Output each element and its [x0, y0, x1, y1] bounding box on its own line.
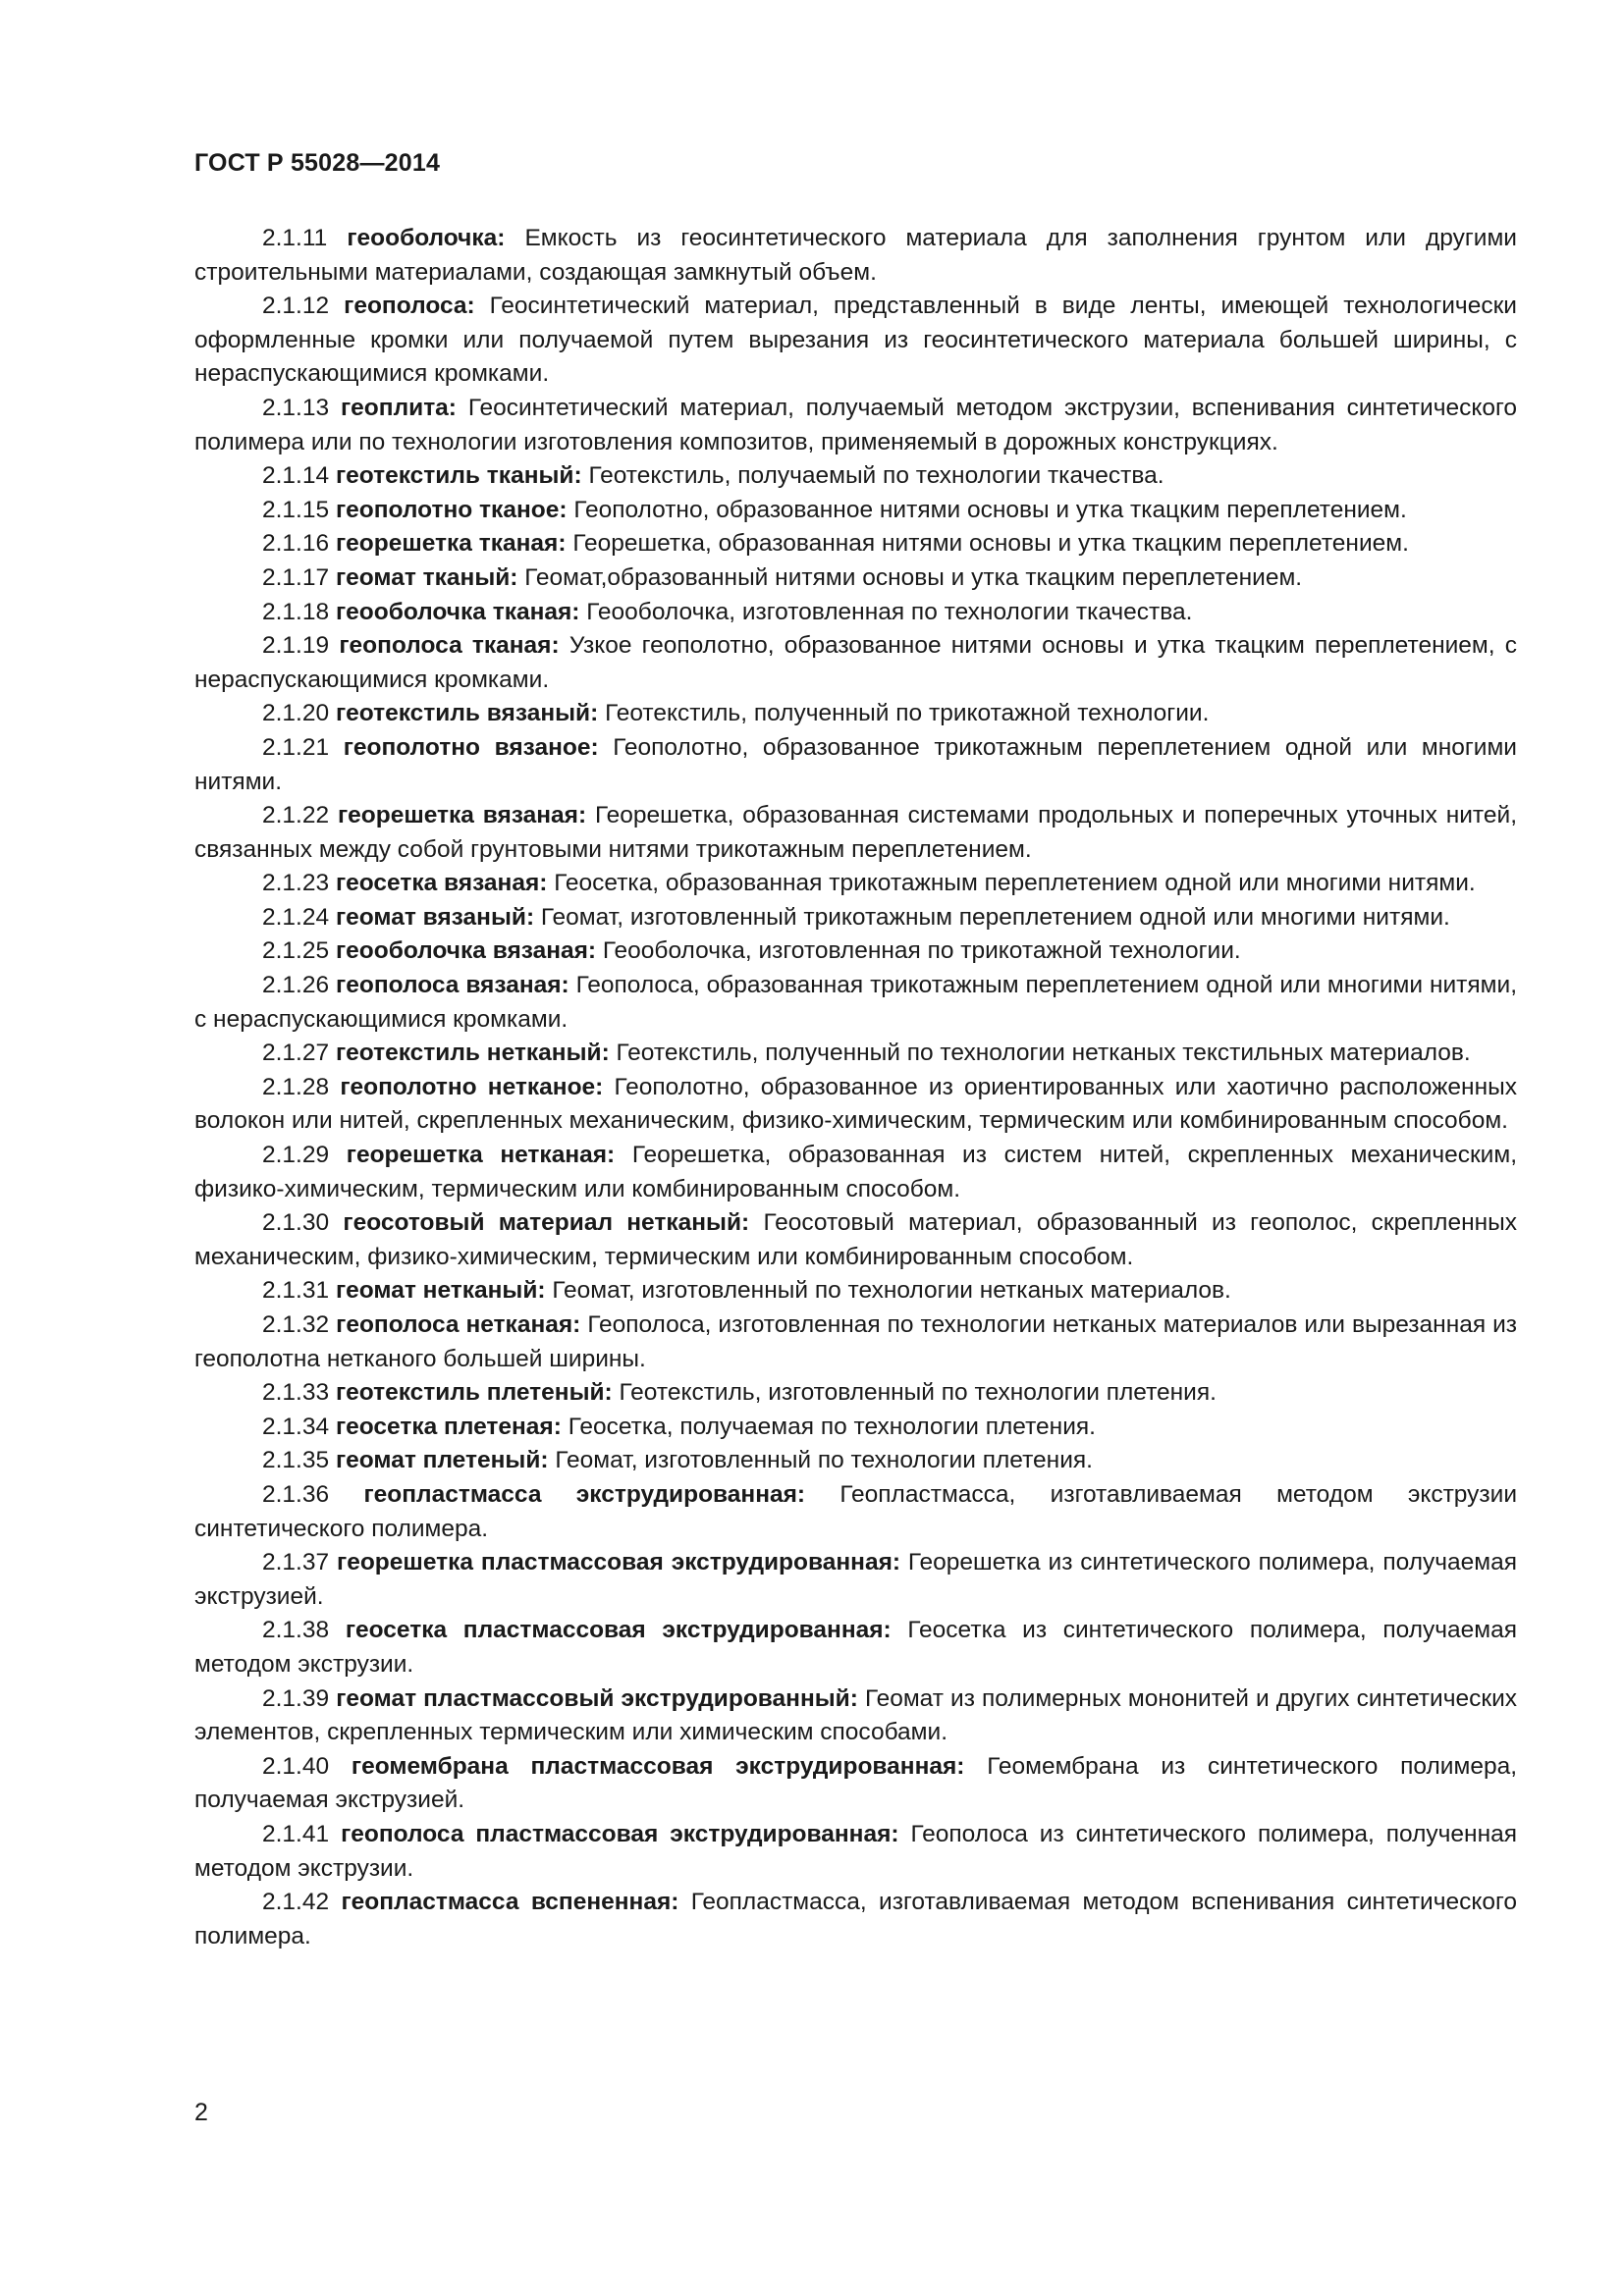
entry-term: геосетка пластмассовая экструдированная:: [345, 1617, 892, 1644]
entry-definition: Геооболочка, изготовленная по технологии ткачества.: [586, 598, 1193, 625]
entry-term: геомат вязаный:: [335, 903, 535, 931]
definition-entry: [194, 1444, 1517, 1478]
definition-entry: [194, 1206, 1517, 1274]
definition-entry: [194, 1376, 1517, 1411]
definition-entry: [194, 392, 1517, 459]
entry-term: геополоса пластмассовая экструдированная:: [341, 1820, 899, 1847]
entry-definition: Геомат, изготовленный по технологии плетения.: [555, 1447, 1093, 1474]
entry-number: 2.1.24: [262, 903, 330, 931]
entry-definition: Геотекстиль, получаемый по технологии ткачества.: [588, 462, 1164, 490]
definition-entry: [194, 934, 1517, 969]
entry-definition: Геомат, изготовленный по технологии нетканых материалов.: [552, 1277, 1231, 1305]
entry-definition: Узкое геополотно, образованное нитями основы и утка ткацким переплетением, с нераспускающимися кромками.: [194, 632, 1517, 693]
page-number: 2: [194, 2099, 208, 2126]
entry-definition: Геомат,образованный нитями основы и утка ткацким переплетением.: [524, 563, 1303, 591]
entry-term: геотекстиль тканый:: [335, 462, 582, 490]
entry-number: 2.1.11: [262, 225, 328, 251]
definition-entry: [194, 1478, 1517, 1546]
definitions-list: [194, 222, 1517, 1953]
entry-term: геомат плетеный:: [335, 1447, 549, 1474]
definition-entry: [194, 799, 1517, 867]
entry-term: геоплита:: [340, 394, 457, 421]
entry-definition: Геомембрана из синтетического полимера, получаемая экструзией.: [194, 1752, 1517, 1814]
definition-entry: [194, 290, 1517, 392]
definition-entry: [194, 1546, 1517, 1614]
entry-number: 2.1.34: [262, 1413, 330, 1440]
definition-entry: [194, 1308, 1517, 1376]
definition-entry: [194, 629, 1517, 697]
entry-number: 2.1.17: [262, 563, 330, 591]
entry-term: геооболочка:: [347, 225, 506, 251]
entry-number: 2.1.20: [262, 700, 330, 727]
definition-entry: [194, 697, 1517, 731]
entry-number: 2.1.13: [262, 394, 330, 421]
entry-definition: Геомат из полимерных мононитей и других синтетических элементов, скрепленных термическим или химическим способами.: [194, 1684, 1518, 1746]
entry-term: геотекстиль нетканый:: [335, 1040, 610, 1067]
entry-definition: Геосинтетический материал, получаемый методом экструзии, вспенивания синтетического полимера или по технологии изготовления композитов, применяемый в дорожных конструкциях.: [194, 394, 1517, 455]
entry-definition: Геополоса из синтетического полимера, полученная методом экструзии.: [194, 1820, 1517, 1882]
entry-term: геомат пластмассовый экструдированный:: [336, 1684, 858, 1712]
entry-number: 2.1.14: [262, 462, 330, 490]
definition-entry: [194, 1886, 1517, 1953]
entry-definition: Геополоса, образованная трикотажным переплетением одной или многими нитями, с нераспускающимися кромками.: [194, 972, 1517, 1033]
entry-definition: Георешетка, образованная системами продольных и поперечных уточных нитей, связанных между собой грунтовыми нитями трикотажным переплетением.: [194, 802, 1517, 863]
entry-number: 2.1.19: [262, 632, 330, 660]
entry-number: 2.1.25: [262, 937, 330, 965]
definition-entry: [194, 494, 1517, 528]
entry-number: 2.1.18: [262, 598, 330, 625]
definition-entry: [194, 459, 1517, 494]
entry-definition: Геополоса, изготовленная по технологии нетканых материалов или вырезанная из геополотна нетканого большей ширины.: [194, 1311, 1517, 1372]
entry-definition: Геотекстиль, изготовленный по технологии плетения.: [619, 1379, 1217, 1407]
entry-definition: Геосетка, образованная трикотажным переплетением одной или многими нитями.: [554, 870, 1476, 897]
entry-definition: Геопластмасса, изготавливаемая методом экструзии синтетического полимера.: [194, 1480, 1518, 1542]
entry-term: георешетка пластмассовая экструдированная:: [337, 1549, 901, 1576]
entry-definition: Геотекстиль, полученный по технологии нетканых текстильных материалов.: [616, 1040, 1471, 1067]
definition-entry: [194, 901, 1517, 935]
entry-term: геосетка вязаная:: [335, 870, 548, 897]
entry-term: георешетка тканая:: [335, 530, 567, 558]
entry-number: 2.1.31: [262, 1277, 330, 1305]
definition-entry: [194, 731, 1517, 799]
document-code-header: ГОСТ Р 55028—2014: [194, 149, 441, 177]
entry-term: геополоса вязаная:: [336, 972, 569, 999]
entry-number: 2.1.33: [262, 1379, 330, 1407]
entry-definition: Георешетка, образованная нитями основы и утка ткацким переплетением.: [572, 530, 1409, 558]
entry-number: 2.1.15: [262, 496, 330, 523]
entry-number: 2.1.35: [262, 1447, 330, 1474]
entry-definition: Геосотовый материал, образованный из геополос, скрепленных механическим, физико-химическим, термическим или комбинированным способом.: [194, 1209, 1518, 1270]
entry-term: геополотно вязаное:: [343, 733, 599, 761]
entry-term: геополотно тканое:: [335, 496, 568, 523]
entry-definition: Геосетка, получаемая по технологии плетения.: [568, 1413, 1096, 1440]
entry-term: георешетка вязаная:: [337, 802, 587, 829]
entry-term: геопластмасса вспененная:: [341, 1889, 679, 1916]
entry-term: геооболочка тканая:: [335, 598, 580, 625]
definition-entry: [194, 867, 1517, 901]
entry-term: геополоса нетканая:: [336, 1311, 581, 1338]
entry-number: 2.1.16: [262, 530, 330, 558]
entry-term: геополоса:: [344, 293, 475, 320]
entry-term: геооболочка вязаная:: [335, 937, 597, 965]
entry-definition: Емкость из геосинтетического материала для заполнения грунтом или другими строительными материалами, создающая замкнутый объем.: [194, 225, 1517, 286]
entry-number: 2.1.23: [262, 870, 330, 897]
entry-definition: Геотекстиль, полученный по трикотажной технологии.: [605, 700, 1210, 727]
definition-entry: [194, 561, 1517, 596]
definition-entry: [194, 1818, 1517, 1886]
definition-entry: [194, 222, 1517, 290]
entry-term: геотекстиль плетеный:: [335, 1379, 613, 1407]
entry-number: 2.1.36: [262, 1480, 330, 1508]
entry-number: 2.1.29: [262, 1142, 330, 1169]
entry-definition: Геополотно, образованное трикотажным переплетением одной или многими нитями.: [194, 733, 1517, 795]
definition-entry: [194, 596, 1517, 630]
entry-term: геополоса тканая:: [339, 632, 560, 660]
entry-definition: Геомат, изготовленный трикотажным переплетением одной или многими нитями.: [540, 903, 1450, 931]
entry-definition: Геополотно, образованное нитями основы и утка ткацким переплетением.: [573, 496, 1407, 523]
entry-number: 2.1.12: [262, 293, 330, 320]
entry-number: 2.1.26: [262, 972, 330, 999]
definition-entry: [194, 1411, 1517, 1445]
entry-number: 2.1.22: [262, 802, 330, 829]
entry-definition: Геопластмасса, изготавливаемая методом вспенивания синтетического полимера.: [194, 1889, 1518, 1949]
entry-number: 2.1.40: [262, 1752, 330, 1780]
definition-entry: [194, 1037, 1517, 1071]
entry-term: геосетка плетеная:: [335, 1413, 562, 1440]
entry-number: 2.1.27: [262, 1040, 330, 1067]
entry-term: геосотовый материал нетканый:: [343, 1209, 750, 1237]
entry-number: 2.1.32: [262, 1311, 330, 1338]
definition-entry: [194, 1139, 1517, 1206]
definition-entry: [194, 1071, 1517, 1139]
entry-number: 2.1.41: [262, 1820, 330, 1847]
entry-definition: Геополотно, образованное из ориентированных или хаотично расположенных волокон или нитей, скрепленных механическим, физико-химическим, термическим или комбинированным способом.: [194, 1073, 1517, 1135]
entry-definition: Георешетка, образованная из систем нитей, скрепленных механическим, физико-химическим, термическим или комбинированным способом.: [194, 1142, 1518, 1202]
definition-entry: [194, 527, 1517, 561]
entry-term: георешетка нетканая:: [346, 1142, 616, 1169]
entry-term: геотекстиль вязаный:: [335, 700, 599, 727]
entry-definition: Геооболочка, изготовленная по трикотажной технологии.: [602, 937, 1241, 965]
entry-number: 2.1.30: [262, 1209, 330, 1237]
entry-number: 2.1.28: [262, 1073, 330, 1100]
entry-term: геополотно нетканое:: [340, 1073, 604, 1100]
definition-entry: [194, 1274, 1517, 1308]
entry-definition: Геосетка из синтетического полимера, получаемая методом экструзии.: [194, 1617, 1518, 1678]
entry-definition: Георешетка из синтетического полимера, получаемая экструзией.: [194, 1549, 1517, 1610]
entry-number: 2.1.38: [262, 1617, 330, 1644]
definition-entry: [194, 1614, 1517, 1682]
entry-number: 2.1.42: [262, 1889, 330, 1916]
definition-entry: [194, 969, 1517, 1037]
entry-term: геопластмасса экструдированная:: [363, 1480, 806, 1508]
entry-definition: Геосинтетический материал, представленный в виде ленты, имеющей технологически оформленные кромки или получаемой путем вырезания из геосинтетического материала большей ширины, с нераспускающимися кромками.: [194, 293, 1517, 388]
entry-term: геомат тканый:: [335, 563, 518, 591]
entry-number: 2.1.39: [262, 1684, 330, 1712]
entry-number: 2.1.37: [262, 1549, 330, 1576]
entry-number: 2.1.21: [262, 733, 330, 761]
entry-term: геомембрана пластмассовая экструдированная:: [351, 1752, 965, 1780]
definition-entry: [194, 1682, 1517, 1750]
definition-entry: [194, 1750, 1517, 1818]
entry-term: геомат нетканый:: [335, 1277, 546, 1305]
